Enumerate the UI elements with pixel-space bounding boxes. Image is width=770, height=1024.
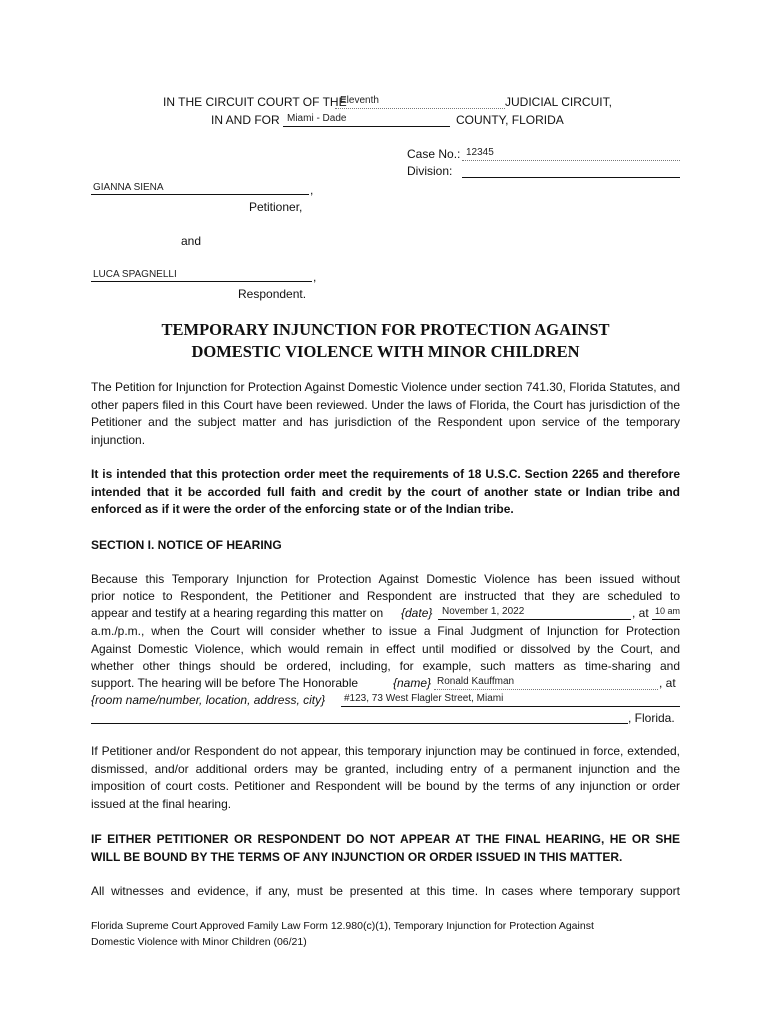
date-at: , at [632, 606, 649, 620]
division-label: Division: [407, 164, 453, 178]
room-location-field[interactable]: #123, 73 West Flagler Street, Miami [344, 693, 504, 704]
room-label: {room name/number, location, address, city} [91, 693, 326, 707]
footer-line1: Florida Supreme Court Approved Family Law Form 12.980(c)(1), Temporary Injunction for Protection Against [91, 920, 594, 932]
and-label: and [181, 234, 202, 248]
document-title-line1: TEMPORARY INJUNCTION FOR PROTECTION AGAINST [161, 320, 610, 339]
notice-line3-text: appear and testify at a hearing regarding this matter on [91, 606, 384, 620]
room-location-line-2 [91, 723, 628, 724]
document-title-line2: DOMESTIC VIOLENCE WITH MINOR CHILDREN [191, 342, 580, 361]
county-suffix: COUNTY, FLORIDA [456, 113, 564, 127]
county-field[interactable]: Miami - Dade [287, 113, 347, 124]
room-location-line [341, 706, 680, 707]
case-no-field[interactable]: 12345 [466, 147, 494, 158]
judge-name-line [434, 689, 658, 690]
notice-line6: whether other things should be ordered, including, for example, such matters as time-sharing and [91, 659, 680, 673]
court-prefix: IN THE CIRCUIT COURT OF THE [163, 95, 347, 109]
circuit-field[interactable]: Eleventh [340, 95, 379, 106]
respondent-line [91, 281, 312, 282]
case-no-line [462, 160, 680, 161]
footer-line2: Domestic Violence with Minor Children (06/21) [91, 936, 307, 948]
non-appearance-paragraph: If Petitioner and/or Respondent do not appear, this temporary injunction may be continued in force, extended, dismissed, and/or additional orders may be granted, including entry of a permanent injunction and the imposition of court costs. Petitioner and Respondent will be bound by the terms of any injunction or order issued at the final hearing. [91, 744, 680, 811]
notice-line1: Because this Temporary Injunction for Protection Against Domestic Violence has been issued without [91, 572, 680, 586]
florida-text: , Florida. [628, 711, 675, 725]
petitioner-label: Petitioner, [249, 200, 303, 214]
respondent-label: Respondent. [238, 287, 307, 301]
full-faith-paragraph: It is intended that this protection order meet the requirements of 18 U.S.C. Section 2265 and therefore intended that it be accorded full faith and credit by the court of another state or Indian tribe and enforced as if it were the order of the enforcing state or of the Indian tribe. [91, 467, 680, 516]
intro-paragraph: The Petition for Injunction for Protection Against Domestic Violence under section 741.30, Florida Statutes, and other papers filed in this Court have been reviewed. Under the laws of Florida, the Court has jurisdiction of the Petitioner and the subject matter and has jurisdiction of the Respondent upon service of the temporary injunction. [91, 380, 680, 447]
division-line [462, 177, 680, 178]
county-field-line [283, 126, 450, 127]
hearing-date-field[interactable]: November 1, 2022 [442, 606, 525, 617]
name-label: {name} [393, 676, 432, 690]
notice-line5: Against Domestic Violence, which would remain in effect until modified or dissolved by the Court, and [91, 642, 680, 656]
notice-line4: a.m./p.m., when the Court will consider whether to issue a Final Judgment of Injunction for Protection [91, 624, 680, 638]
petitioner-name-field[interactable]: GIANNA SIENA [93, 182, 164, 193]
witnesses-paragraph: All witnesses and evidence, if any, must be presented at this time. In cases where temporary support [91, 884, 680, 898]
hearing-time-field[interactable]: 10 am [655, 606, 681, 616]
respondent-name-field[interactable]: LUCA SPAGNELLI [93, 269, 177, 280]
notice-line2: prior notice to Respondent, the Petitioner and Respondent are instructed that they are scheduled to [91, 589, 680, 603]
case-no-label: Case No.: [407, 147, 461, 161]
notice-line7-text: support. The hearing will be before The Honorable [91, 676, 359, 690]
judge-name-field[interactable]: Ronald Kauffman [437, 676, 515, 687]
judge-at: , at [659, 676, 676, 690]
petitioner-comma: , [310, 183, 314, 197]
hearing-date-line [438, 619, 631, 620]
hearing-time-line [652, 619, 680, 620]
circuit-suffix: JUDICIAL CIRCUIT, [505, 95, 612, 109]
warning-paragraph: IF EITHER PETITIONER OR RESPONDENT DO NOT APPEAR AT THE FINAL HEARING, HE OR SHE WILL BE BOUND BY THE TERMS OF ANY INJUNCTION OR ORDER ISSUED IN THIS MATTER. [91, 832, 680, 864]
circuit-field-line [335, 108, 505, 109]
date-label: {date} [401, 606, 433, 620]
respondent-comma: , [313, 270, 317, 284]
county-prefix: IN AND FOR [211, 113, 280, 127]
petitioner-line [91, 194, 309, 195]
section-heading: SECTION I. NOTICE OF HEARING [91, 538, 282, 552]
